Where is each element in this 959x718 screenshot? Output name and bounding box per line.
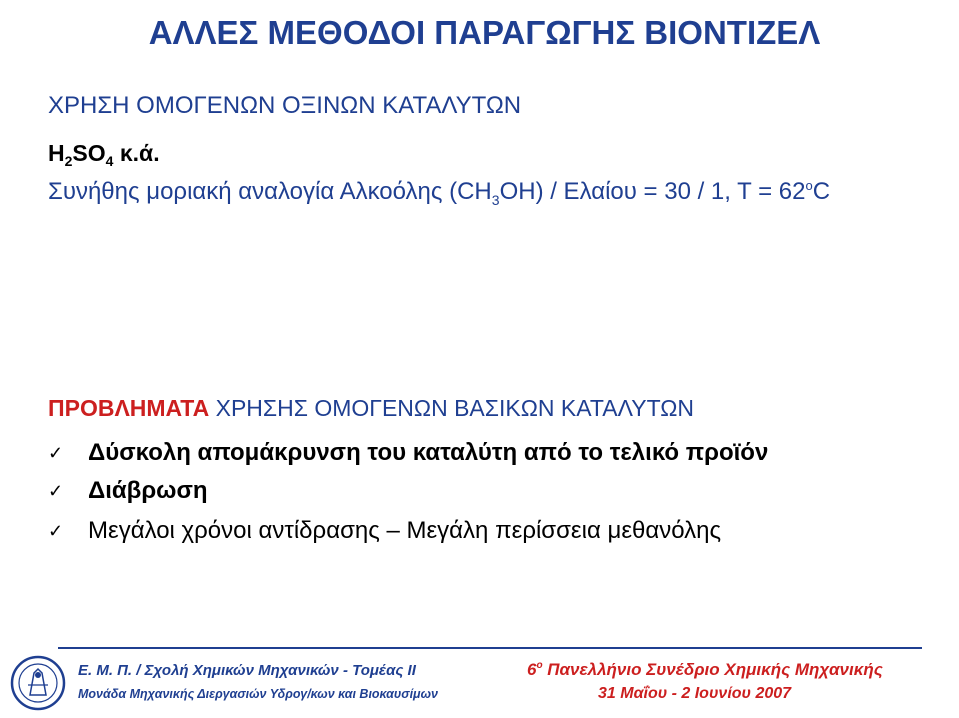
problems-label: ΠΡΟΒΛΗΜΑΤΑ (48, 395, 210, 421)
list-item-text: Δύσκολη απομάκρυνση του καταλύτη από το τελικό προϊόν (88, 439, 769, 466)
list-item-text: Διάβρωση (88, 477, 208, 504)
checkmark-icon: ✓ (48, 520, 64, 541)
acid-catalyst-formula (48, 140, 160, 169)
problems-heading (48, 395, 694, 422)
university-seal-icon (10, 655, 66, 711)
acid-catalysts-heading: ΧΡΗΣΗ ΟΜΟΓΕΝΩΝ ΟΞΙΝΩΝ ΚΑΤΑΛΥΤΩΝ (48, 92, 522, 119)
footer-divider (58, 647, 922, 649)
list-item (48, 472, 768, 510)
footer-unit: Μονάδα Μηχανικής Διεργασιών Υδρογ/κων και Βιοκαυσίμων (78, 687, 438, 701)
ratio-part3: C (812, 178, 831, 205)
list-item-text: Μεγάλοι χρόνοι αντίδρασης – Μεγάλη περίσσεια μεθανόλης (88, 517, 722, 544)
ratio-part2: OH) / Ελαίου = 30 / 1, Τ = 62 (499, 178, 806, 205)
molar-ratio-line (48, 178, 830, 208)
list-item (48, 512, 768, 550)
formula-rest: κ.ά. (113, 140, 160, 166)
problems-list (48, 434, 768, 550)
conference-ordinal: ο (536, 660, 543, 671)
problems-label-rest: ΧΡΗΣΗΣ ΟΜΟΓΕΝΩΝ ΒΑΣΙΚΩΝ ΚΑΤΑΛΥΤΩΝ (209, 395, 695, 421)
checkmark-icon: ✓ (48, 480, 64, 501)
formula-h: H (48, 140, 65, 166)
slide-title: ΑΛΛΕΣ ΜΕΘΟΔΟΙ ΠΑΡΑΓΩΓΗΣ ΒΙΟΝΤΙΖΕΛ (148, 14, 821, 51)
ratio-subscript: 3 (491, 192, 500, 208)
formula-so: SO (72, 140, 106, 166)
conference-name: Πανελλήνιο Συνέδριο Χημικής Μηχανικής (542, 660, 883, 679)
conference-number: 6 (527, 660, 537, 679)
footer-school: Ε. Μ. Π. / Σχολή Χημικών Μηχανικών - Τομέας ΙΙ (78, 662, 416, 679)
list-item (48, 434, 768, 472)
footer-dates: 31 Μαΐου - 2 Ιουνίου 2007 (598, 685, 792, 702)
checkmark-icon: ✓ (48, 442, 64, 463)
footer-conference (527, 660, 883, 680)
formula-h-subscript: 2 (64, 153, 73, 169)
formula-so-subscript: 4 (105, 153, 114, 169)
ratio-superscript: ο (805, 178, 813, 193)
ratio-part1: Συνήθης μοριακή αναλογία Αλκοόλης (CH (48, 178, 492, 205)
